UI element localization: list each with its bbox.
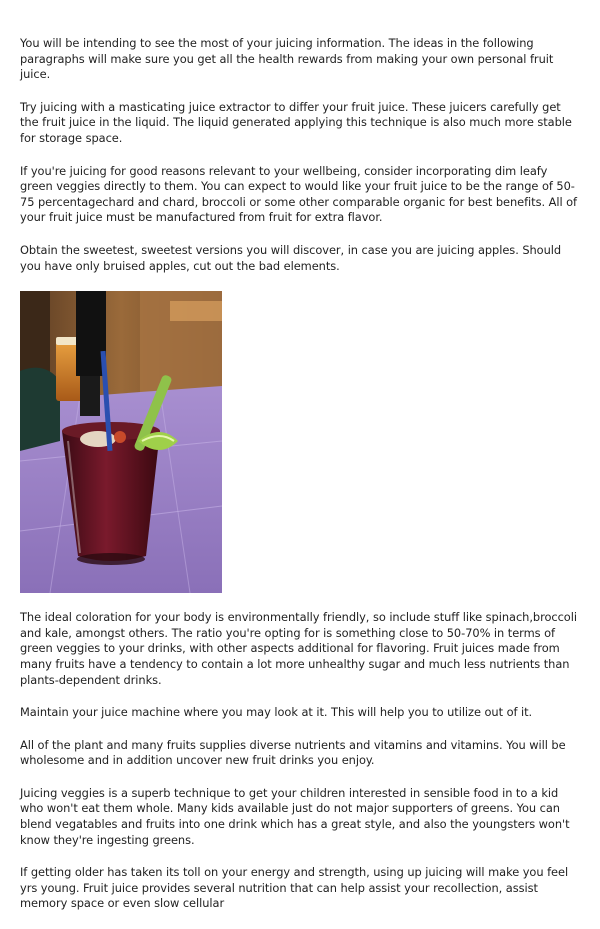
paragraph-9: If getting older has taken its toll on your energy and strength, using up juicing will make you feel yrs young. Fruit juice provides several nutrition that can help assist your recollection, assist memory space or even slow cellular	[20, 865, 569, 911]
paragraph-5: The ideal coloration for your body is environmentally friendly, so include stuff like spinach,broccoli and kale, amongst others. The ratio you're opting for is something close to 50-70% in terms of green veggies to your drinks, with other aspects additional for flavoring. Fruit juices made from many fruits have a tendency to contain a lot more unhealthy sugar and much less nutrients than plants-dependent drinks.	[20, 610, 577, 687]
juice-glass-photo	[20, 291, 222, 593]
article-body	[20, 36, 582, 929]
paragraph-4: Obtain the sweetest, sweetest versions you will discover, in case you are juicing apples. Should you have only bruised apples, cut out the bad elements.	[20, 242, 562, 273]
paragraph-8: Juicing veggies is a superb technique to get your children interested in sensible food in to a kid who won't eat them whole. Many kids available just do not major supporters of greens. You can blend vegatables and fruits into one drink which has a great style, and also the youngsters won't know they're ingesting greens.	[20, 785, 570, 847]
paragraph-2: Try juicing with a masticating juice extractor to differ your fruit juice. These juicers carefully get the fruit juice in the liquid. The liquid generated applying this technique is also much more stable for storage space.	[20, 99, 572, 145]
paragraph-3: If you're juicing for good reasons relevant to your wellbeing, consider incorporating dim leafy green veggies directly to them. You can expect to would like your fruit juice to be the range of 50-75 percentagechard and chard, broccoli or some other comparable organic for best benefits. All of your fruit juice must be manufactured from fruit for extra flavor.	[20, 163, 578, 225]
paragraph-7: All of the plant and many fruits supplies diverse nutrients and vitamins and vitamins. You will be wholesome and in addition uncover new fruit drinks you enjoy.	[20, 737, 566, 768]
juice-glass-illustration	[20, 291, 222, 593]
paragraph-6: Maintain your juice machine where you may look at it. This will help you to utilize out of it.	[20, 705, 533, 720]
paragraph-1: You will be intending to see the most of your juicing information. The ideas in the following paragraphs will make sure you get all the health rewards from making your own personal fruit juice.	[20, 36, 554, 82]
